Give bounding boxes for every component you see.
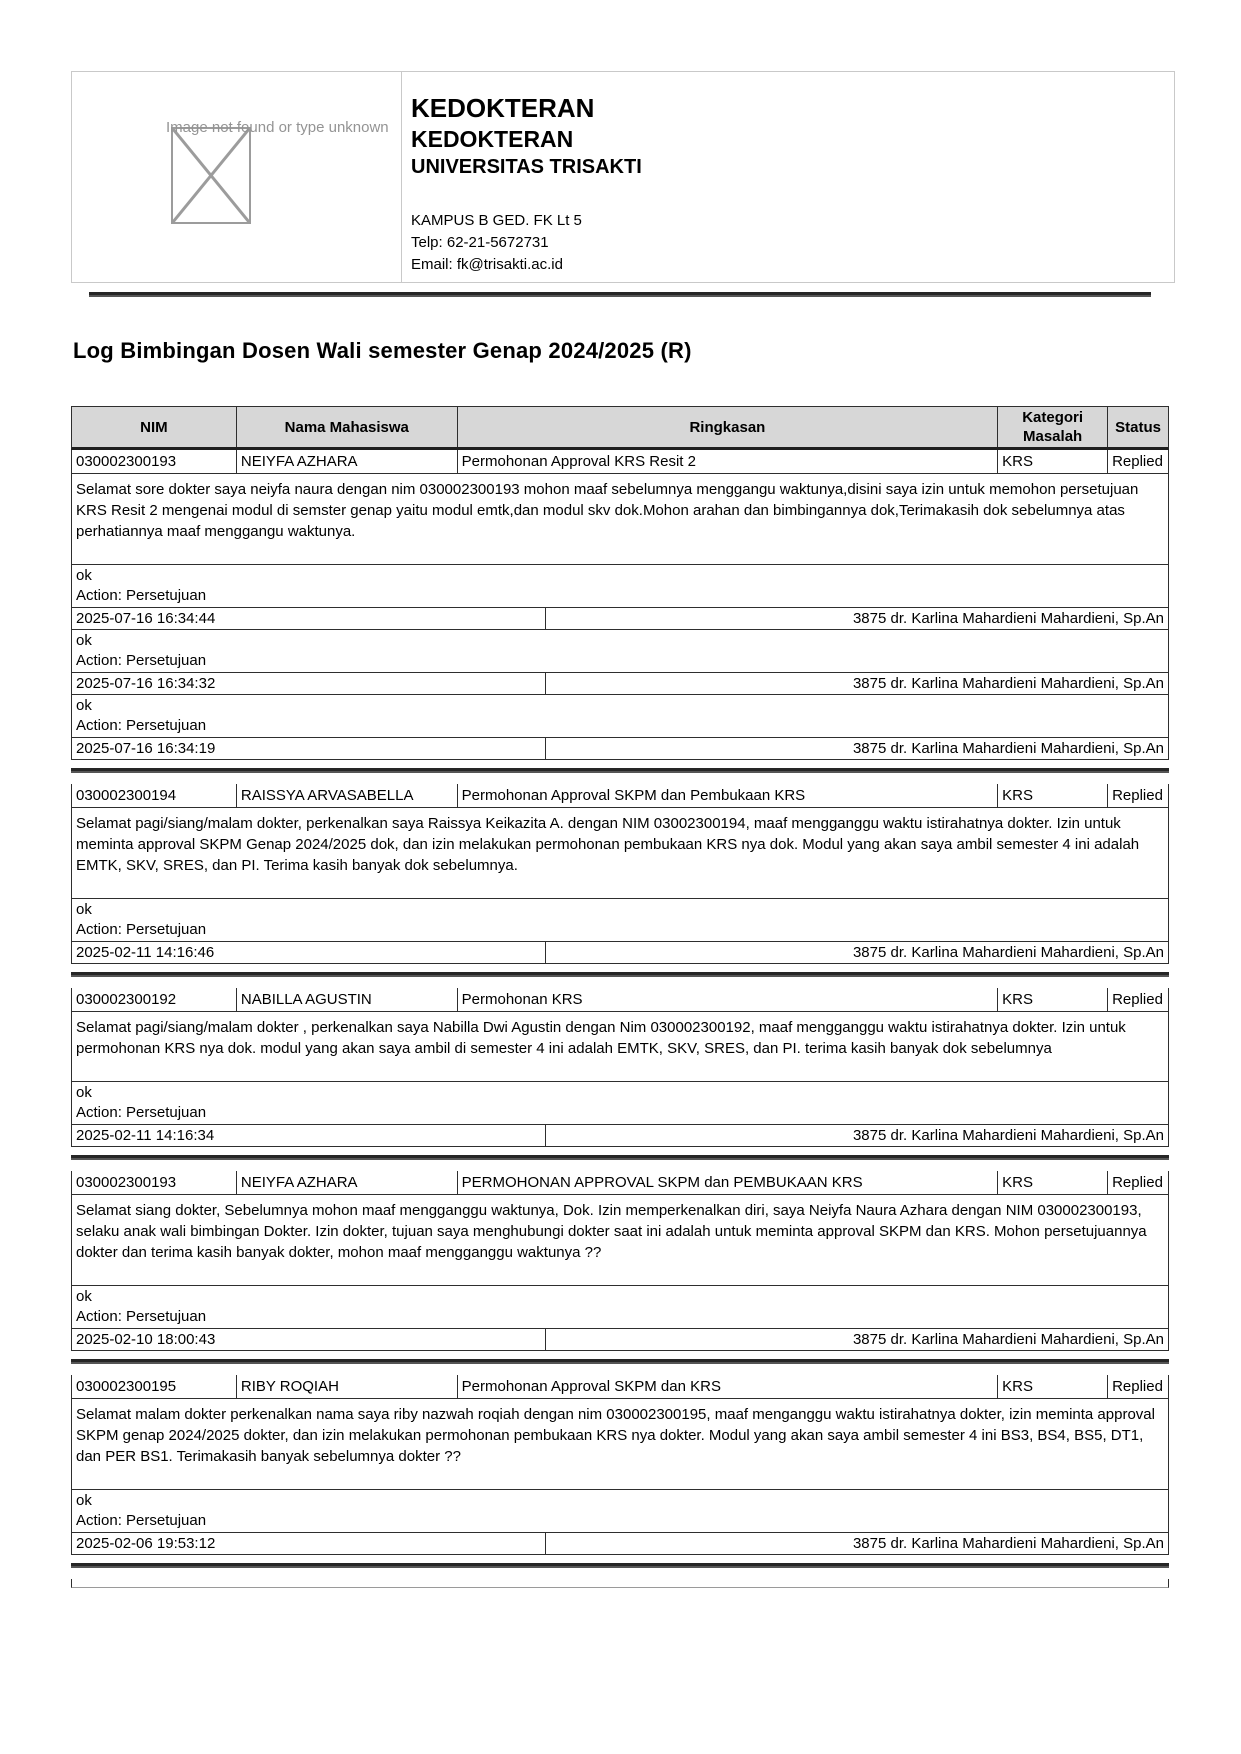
reply-action: Action: Persetujuan	[76, 717, 207, 734]
entry-summary-row	[72, 784, 1168, 808]
entry-message: Selamat pagi/siang/malam dokter , perkenalkan saya Nabilla Dwi Agustin dengan Nim 030002300192, maaf mengganggu waktu istirahatnya dokter. Izin untuk permohonan KRS nya dok. modul yang akan saya ambil di semester 4 ini adalah EMTK, SKV, SRES, dan PI. terima kasih banyak dok sebelumnya	[72, 1012, 1168, 1082]
header-nama-mahasiswa: Nama Mahasiswa	[237, 407, 458, 447]
entry-summary-row	[72, 1171, 1168, 1195]
entry-summary: Permohonan Approval SKPM dan Pembukaan KRS	[458, 784, 999, 807]
entry-status: Replied	[1112, 1174, 1163, 1191]
reply-stamp-row	[72, 608, 1168, 630]
university-name: UNIVERSITAS TRISAKTI	[411, 156, 642, 178]
letterhead-logo-cell	[72, 72, 402, 282]
reply-advisor: 3875 dr. Karlina Mahardieni Mahardieni, Sp.An	[852, 1127, 1164, 1144]
entry-message: Selamat siang dokter, Sebelumnya mohon maaf mengganggu waktunya, Dok. Izin memperkenalkan diri, saya Neiyfa Naura Azhara dengan NIM 030002300193, selaku anak wali bimbingan Dokter. Izin dokter, tujuan saya menghubungi dokter saat ini adalah untuk meminta approval SKPM dan KRS. Mohon persetujuannya dokter dan terima kasih banyak dokter, mohon maaf mengganggu waktunya ??	[72, 1195, 1168, 1286]
entry-nim: 030002300194	[72, 784, 237, 807]
reply-action: Action: Persetujuan	[76, 587, 207, 604]
entry-nim: 030002300193	[72, 1171, 237, 1194]
reply-advisor: 3875 dr. Karlina Mahardieni Mahardieni, Sp.An	[852, 1535, 1164, 1552]
entry-message: Selamat malam dokter perkenalkan nama saya riby nazwah roqiah dengan nim 030002300195, maaf menganggu waktu istirahatnya dokter, izin meminta approval SKPM genap 2024/2025 dokter, dan izin melakukan permohonan pembukaan KRS nya dokter. Modul yang akan saya ambil semester 4 ini BS3, BS4, BS5, DT1, dan PER BS1. Terimakasih banyak sebelumnya dokter ??	[72, 1399, 1168, 1490]
reply-action: Action: Persetujuan	[76, 652, 207, 669]
header-kategori-masalah: Kategori Masalah	[998, 407, 1108, 447]
reply-timestamp: 2025-07-16 16:34:32	[72, 673, 546, 694]
entry-summary-row	[72, 1375, 1168, 1399]
reply-note-row	[72, 1082, 1168, 1125]
page-content	[71, 0, 1169, 1588]
entry-status: Replied	[1112, 1378, 1163, 1395]
header-ringkasan: Ringkasan	[458, 407, 999, 447]
entry-nim: 030002300195	[72, 1375, 237, 1398]
reply-note: ok	[76, 632, 92, 649]
reply-advisor: 3875 dr. Karlina Mahardieni Mahardieni, Sp.An	[852, 610, 1164, 627]
entry-nim: 030002300192	[72, 988, 237, 1011]
reply-note-row	[72, 695, 1168, 738]
contact-block	[411, 210, 1174, 276]
letterhead-divider-rule	[89, 292, 1151, 297]
entry-nim: 030002300193	[72, 450, 237, 473]
reply-note-row	[72, 1490, 1168, 1533]
reply-advisor: 3875 dr. Karlina Mahardieni Mahardieni, Sp.An	[852, 740, 1164, 757]
log-entry	[71, 1375, 1169, 1555]
entry-status: Replied	[1112, 991, 1163, 1008]
reply-stamp-row	[72, 942, 1168, 963]
log-entry	[71, 1171, 1169, 1351]
faculty-name-line2: KEDOKTERAN	[411, 126, 574, 152]
reply-timestamp: 2025-02-11 14:16:34	[72, 1125, 546, 1146]
reply-action: Action: Persetujuan	[76, 1308, 207, 1325]
log-entry	[71, 988, 1169, 1147]
reply-advisor: 3875 dr. Karlina Mahardieni Mahardieni, Sp.An	[852, 944, 1164, 961]
entry-category: KRS	[998, 988, 1108, 1011]
reply-advisor: 3875 dr. Karlina Mahardieni Mahardieni, Sp.An	[852, 675, 1164, 692]
entry-separator	[71, 1359, 1169, 1364]
reply-timestamp: 2025-02-10 18:00:43	[72, 1329, 546, 1350]
reply-stamp-row	[72, 1329, 1168, 1350]
reply-note: ok	[76, 697, 92, 714]
reply-stamp-row	[72, 1533, 1168, 1554]
entry-category: KRS	[998, 784, 1108, 807]
entry-summary: Permohonan KRS	[458, 988, 999, 1011]
reply-note-row	[72, 1286, 1168, 1329]
log-entry	[71, 450, 1169, 760]
entry-category: KRS	[998, 1171, 1108, 1194]
entry-category: KRS	[998, 1375, 1108, 1398]
entry-summary-row	[72, 988, 1168, 1012]
next-entry-clipped-stub	[71, 1579, 1169, 1588]
reply-note: ok	[76, 1084, 92, 1101]
log-table	[71, 406, 1169, 1588]
faculty-name-line1: KEDOKTERAN	[411, 93, 595, 123]
reply-note: ok	[76, 901, 92, 918]
letterhead	[71, 71, 1175, 283]
entry-summary: Permohonan Approval SKPM dan KRS	[458, 1375, 999, 1398]
log-entry	[71, 784, 1169, 964]
reply-note-row	[72, 565, 1168, 608]
entry-separator	[71, 1563, 1169, 1568]
broken-image-alt-text: Image not found or type unknown	[166, 119, 389, 136]
letterhead-text-cell	[402, 72, 1174, 282]
header-nim: NIM	[72, 407, 237, 447]
reply-stamp-row	[72, 1125, 1168, 1146]
campus-address: KAMPUS B GED. FK Lt 5	[411, 212, 582, 229]
reply-note: ok	[76, 1288, 92, 1305]
entry-message: Selamat sore dokter saya neiyfa naura dengan nim 030002300193 mohon maaf sebelumnya menggangu waktunya,disini saya izin untuk memohon persetujuan KRS Resit 2 mengenai modul di semster genap yaitu modul emtk,dan modul skv dok.Mohon arahan dan bimbingannya dok,Terimakasih dok sebelumnya atas perhatiannya maaf menggangu waktunya.	[72, 474, 1168, 565]
entry-separator	[71, 768, 1169, 773]
entry-student-name: NABILLA AGUSTIN	[237, 988, 458, 1011]
entry-summary: PERMOHONAN APPROVAL SKPM dan PEMBUKAAN KRS	[458, 1171, 999, 1194]
entry-status: Replied	[1112, 787, 1163, 804]
entry-message: Selamat pagi/siang/malam dokter, perkenalkan saya Raissya Keikazita A. dengan NIM 03002300194, maaf mengganggu waktu istirahatnya dokter. Izin untuk meminta approval SKPM Genap 2024/2025 dok, dan izin melakukan permohonan pembukaan KRS nya dok. Modul yang akan saya ambil semester 4 ini adalah EMTK, SKV, SRES, dan PI. Terima kasih banyak dok sebelumnya.	[72, 808, 1168, 899]
reply-action: Action: Persetujuan	[76, 921, 207, 938]
reply-stamp-row	[72, 673, 1168, 695]
reply-note-row	[72, 899, 1168, 942]
entry-status: Replied	[1112, 453, 1163, 470]
entry-student-name: RIBY ROQIAH	[237, 1375, 458, 1398]
entry-student-name: NEIYFA AZHARA	[237, 1171, 458, 1194]
reply-timestamp: 2025-07-16 16:34:19	[72, 738, 546, 759]
entry-separator	[71, 1155, 1169, 1160]
reply-advisor: 3875 dr. Karlina Mahardieni Mahardieni, Sp.An	[852, 1331, 1164, 1348]
reply-action: Action: Persetujuan	[76, 1104, 207, 1121]
entry-summary-row	[72, 450, 1168, 474]
header-status: Status	[1115, 418, 1161, 436]
phone-line: Telp: 62-21-5672731	[411, 234, 549, 251]
reply-timestamp: 2025-02-11 14:16:46	[72, 942, 546, 963]
reply-stamp-row	[72, 738, 1168, 759]
entry-student-name: NEIYFA AZHARA	[237, 450, 458, 473]
reply-timestamp: 2025-07-16 16:34:44	[72, 608, 546, 629]
reply-action: Action: Persetujuan	[76, 1512, 207, 1529]
entry-student-name: RAISSYA ARVASABELLA	[237, 784, 458, 807]
entry-category: KRS	[998, 450, 1108, 473]
entry-summary: Permohonan Approval KRS Resit 2	[458, 450, 999, 473]
page-title: Log Bimbingan Dosen Wali semester Genap 2024/2025 (R)	[73, 338, 692, 363]
reply-note: ok	[76, 1492, 92, 1509]
broken-image-icon	[171, 127, 251, 224]
reply-note: ok	[76, 567, 92, 584]
reply-timestamp: 2025-02-06 19:53:12	[72, 1533, 546, 1554]
table-header-row	[71, 406, 1169, 450]
reply-note-row	[72, 630, 1168, 673]
entry-separator	[71, 972, 1169, 977]
email-line: Email: fk@trisakti.ac.id	[411, 256, 563, 273]
